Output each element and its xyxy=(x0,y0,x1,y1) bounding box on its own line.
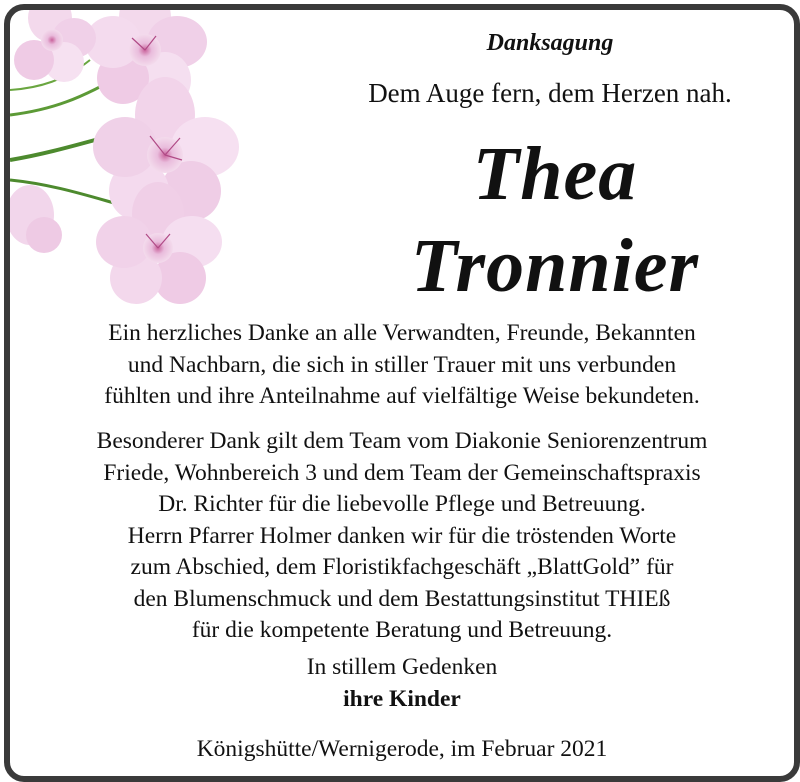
text-line: Dr. Richter für die liebevolle Pflege und Betreuung. xyxy=(158,491,646,517)
deceased-last-name: Tronnier xyxy=(410,224,700,308)
closing-block xyxy=(10,652,794,715)
text-line: Ein herzliches Danke an alle Verwandten, Freunde, Bekannten xyxy=(108,320,696,346)
thanks-paragraph-2 xyxy=(10,426,794,647)
text-line: fühlten und ihre Anteilnahme auf vielfältige Weise bekundeten. xyxy=(104,383,700,409)
text-line: den Blumenschmuck und dem Bestattungsinstitut THIEß xyxy=(133,585,671,612)
thanks-paragraph-1 xyxy=(10,318,794,413)
heading-danksagung: Danksagung xyxy=(486,30,614,56)
text-line: für die kompetente Beratung und Betreuung. xyxy=(191,617,613,643)
cherry-blossom-image xyxy=(10,10,330,310)
obituary-frame xyxy=(4,4,800,782)
deceased-first-name: Thea xyxy=(472,132,638,216)
text-line: zum Abschied, dem Floristikfachgeschäft „BlattGold” für xyxy=(130,554,674,580)
text-line: und Nachbarn, die sich in stiller Trauer mit uns verbunden xyxy=(127,351,677,378)
closing-line: In stillem Gedenken xyxy=(306,654,498,680)
text-line: Besonderer Dank gilt dem Team vom Diakonie Seniorenzentrum xyxy=(96,428,708,454)
text-line: Friede, Wohnbereich 3 und dem Team der Gemeinschaftspraxis xyxy=(103,459,701,486)
place-date: Königshütte/Wernigerode, im Februar 2021 xyxy=(196,736,608,762)
text-line: Herrn Pfarrer Holmer danken wir für die tröstenden Worte xyxy=(127,522,677,549)
signature: ihre Kinder xyxy=(343,685,461,712)
motto-text: Dem Auge fern, dem Herzen nah. xyxy=(368,78,732,108)
